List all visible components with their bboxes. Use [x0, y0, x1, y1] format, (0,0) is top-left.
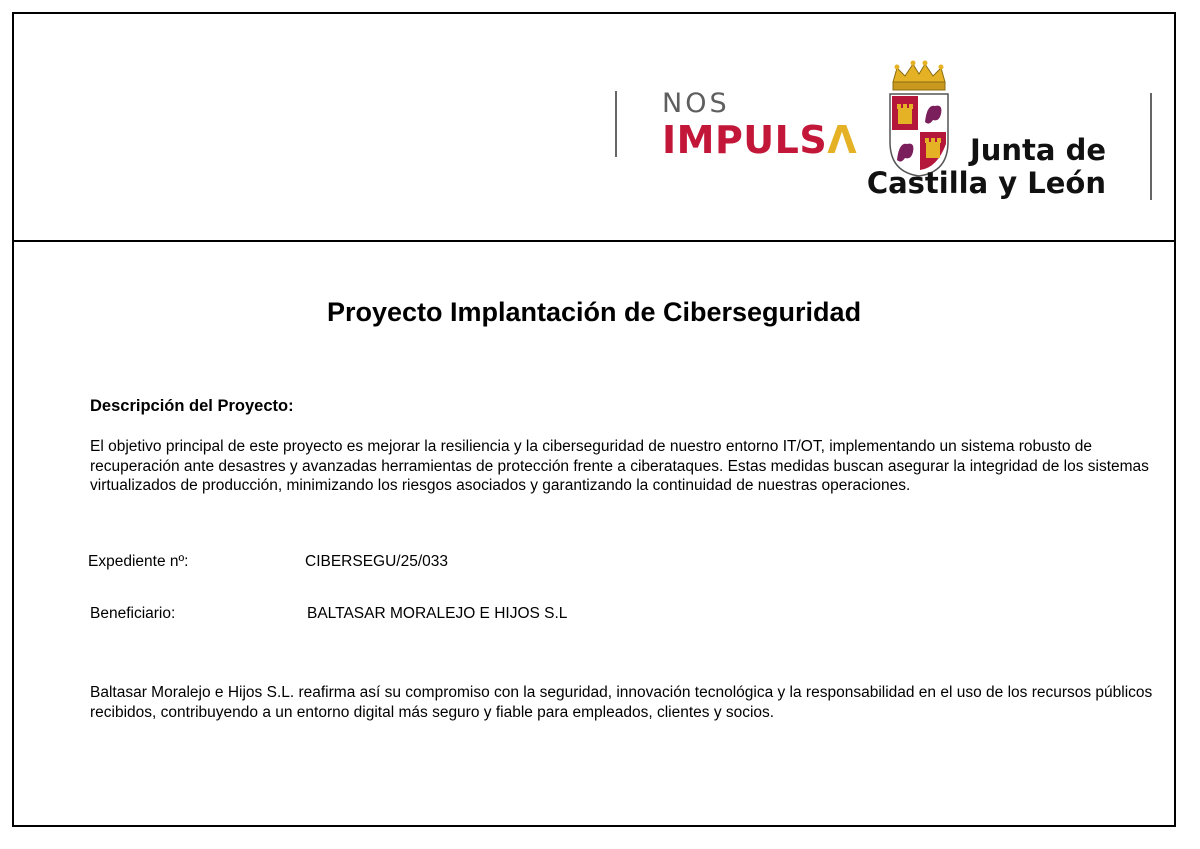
beneficiario-value: BALTASAR MORALEJO E HIJOS S.L	[307, 605, 568, 622]
logo-divider-left	[615, 91, 617, 157]
description-heading: Descripción del Proyecto:	[90, 397, 294, 415]
page-title: Proyecto Implantación de Ciberseguridad	[326, 297, 862, 327]
logo-divider-right	[1150, 93, 1152, 200]
impulsa-text: IMPULS	[662, 118, 828, 162]
description-text: El objetivo principal de este proyecto es mejorar la resiliencia y la ciberseguridad de nuestro entorno IT/OT, implementando un sistema robusto de recuperación ante desastres y avanzadas herramientas de protección frente a ciberataques. Estas medidas buscan asegurar la integridad de los sistemas virtualizados de producción, minimizando los riesgos asociados y garantizando la continuidad de nuestras operaciones.	[90, 438, 1149, 494]
expediente-value: CIBERSEGU/25/033	[305, 553, 449, 570]
junta-line1: Junta de	[969, 133, 1106, 167]
beneficiario-label: Beneficiario:	[90, 605, 176, 622]
junta-line2: Castilla y León	[866, 166, 1106, 200]
expediente-label: Expediente nº:	[88, 553, 189, 570]
nos-impulsa-logo	[662, 118, 857, 162]
header-logos	[14, 14, 1174, 242]
impulsa-accent: Λ	[827, 118, 858, 162]
nos-impulsa-logo-top: NOS	[662, 88, 730, 119]
junta-castilla-leon-wordmark	[866, 134, 1106, 200]
document-frame	[12, 12, 1176, 827]
closing-statement: Baltasar Moralejo e Hijos S.L. reafirma así su compromiso con la seguridad, innovación tecnológica y la responsabilidad en el uso de los recursos públicos recibidos, contribuyendo a un entorno digital más seguro y fiable para empleados, clientes y socios.	[90, 684, 1153, 721]
